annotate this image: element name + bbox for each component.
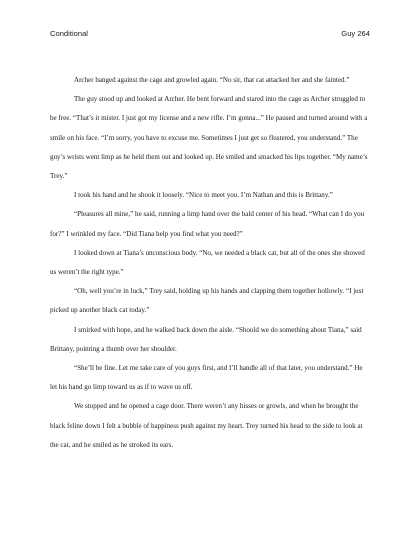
- running-title: Conditional: [50, 29, 88, 38]
- paragraph: We stopped and he opened a cage door. There weren’t any hisses or growls, and when he brought the black feline down I felt a bubble of happiness push against my heart. Trey turned his head to the side to look at the cat, and he smiled as he stroked its ears.: [50, 402, 363, 449]
- page-body: [50, 71, 370, 455]
- paragraph: “She’ll be fine. Let me take care of you guys first, and I’ll handle all of that later, you understand.” He let his hand go limp toward us as if to wave us off.: [50, 364, 363, 392]
- paragraph: I took his hand and he shook it loosely. “Nice to meet you. I’m Nathan and this is Brittany.”: [74, 191, 333, 200]
- paragraph: The guy stood up and looked at Archer. He bent forward and stared into the cage as Archer struggled to be free. “That’s it mister. I just got my license and a new rifle. I’m gonna...” He paused and turned around with a smile on his face. “I’m sorry, you have to excuse me. Sometimes I just get so flustered, you understand.” The guy’s wrists went limp as he held them out and looked up. He smiled and smacked his lips together. “My name’s Trey.”: [50, 95, 368, 181]
- page-number: Guy 264: [341, 29, 370, 38]
- page-header: [50, 28, 370, 40]
- paragraph: I smirked with hope, and he walked back down the aisle. “Should we do something about Tiana,” said Brittany, pointing a thumb over her shoulder.: [50, 325, 362, 353]
- paragraph: I looked down at Tiana’s unconscious body. “No, we needed a black cat, but all of the ones she showed us weren’t the right type.”: [50, 248, 365, 277]
- paragraph: Archer banged against the cage and growled again. “No sir, that cat attacked her and she fainted.”: [74, 76, 350, 84]
- paragraph: “Oh, well you’re in luck,” Trey said, holding up his hands and clapping them together hollowly. “I just picked up another black cat today.”: [50, 287, 364, 315]
- paragraph: “Pleasures all mine,” he said, running a limp hand over the bald center of his head. “What can I do you for?” I wrinkled my face. “Did Tiana help you find what you need?”: [50, 210, 365, 238]
